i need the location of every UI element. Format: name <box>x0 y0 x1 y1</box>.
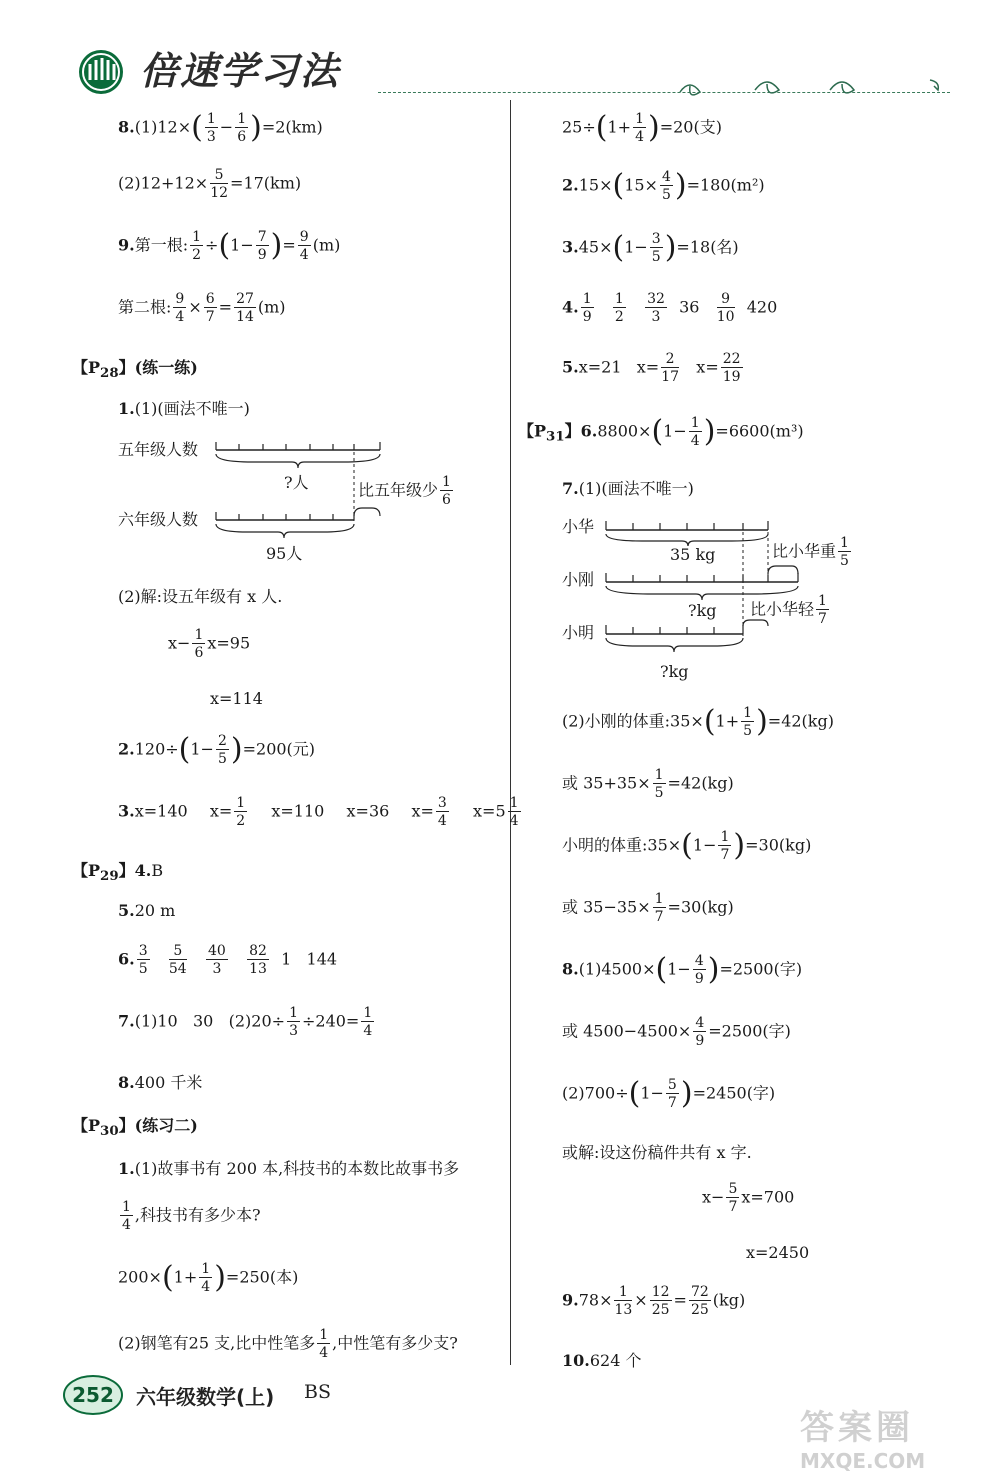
left-q9-2: 第二根: $\frac{9}{4}$ × $\frac{6}{7}$ = $\frac{27}{14}$ (m) <box>118 291 286 325</box>
right-r5: 5.x=21 x= $\frac{2}{17}$ x= $\frac{22}{19}$ <box>562 351 741 385</box>
right-r3: 3.45×(1− $\frac{3}{5}$ )=18(名) <box>562 230 739 265</box>
left-p28-q1-2: (2)解:设五年级有 x 人. <box>118 587 283 606</box>
right-r8-answer: x=2450 <box>746 1243 810 1262</box>
right-r9: 9.78× $\frac{1}{13}$ × $\frac{12}{25}$ = $\frac{72}{25}$ (kg) <box>562 1284 746 1318</box>
right-r8-eq: x− $\frac{5}{7}$ x=700 <box>702 1181 795 1215</box>
right-r7-2: (2)小刚的体重:35×(1+ $\frac{1}{5}$ )=42(kg) <box>562 704 834 739</box>
right-r7-3: 或 35+35× $\frac{1}{5}$ =42(kg) <box>562 767 734 801</box>
right-r7-4: 小明的体重:35×(1− $\frac{1}{7}$ )=30(kg) <box>562 828 812 863</box>
diagram1-label-grade6: 六年级人数 <box>118 510 199 529</box>
diagram2-unknown1-label: ?kg <box>688 601 717 620</box>
section-p31: 【$P_{31}$】6.8800×(1− $\frac{1}{4}$ )=6600(m³) <box>518 414 804 449</box>
right-r8-4: 或解:设这份稿件共有 x 字. <box>562 1143 752 1162</box>
right-r10: 10.624 个 <box>562 1351 642 1370</box>
header-swirl-ornament <box>660 70 960 100</box>
watermark-logo: 答案圈 MXQE.COM <box>800 1408 926 1473</box>
left-eq1: x− $\frac{1}{6}$ x=95 <box>168 627 251 661</box>
page-number: 252 <box>72 1383 114 1407</box>
right-r8-1: 8.(1)4500×(1− $\frac{4}{9}$ )=2500(字) <box>562 952 803 987</box>
left-p30-q1-text: 1.(1)故事书有 200 本,科技书的本数比故事书多 <box>118 1159 460 1178</box>
section-p28: 【$P_{28}$】(练一练) <box>72 358 198 382</box>
right-r8-2: 或 4500−4500× $\frac{4}{9}$ =2500(字) <box>562 1015 791 1049</box>
diagram2-label-xiaoming: 小明 <box>562 623 595 642</box>
left-p30-q1-eq: 200×(1+ $\frac{1}{4}$ )=250(本) <box>118 1260 299 1295</box>
right-r7-5: 或 35−35× $\frac{1}{7}$ =30(kg) <box>562 891 734 925</box>
diagram1-compare-label: 比五年级少 $\frac{1}{6}$ <box>358 474 451 508</box>
diagram1-label-grade5: 五年级人数 <box>118 440 199 459</box>
column-divider <box>510 100 511 1365</box>
left-p28-q1: 1.(1)(画法不唯一) <box>118 399 250 418</box>
left-eq1-answer: x=114 <box>210 689 263 708</box>
right-r1: 25÷(1+ $\frac{1}{4}$ )=20(支) <box>562 110 722 145</box>
footer-title: 六年级数学(上) <box>136 1385 275 1409</box>
diagram1-known-label: 95人 <box>266 544 303 563</box>
left-q2: 2.120÷(1− $\frac{2}{5}$ )=200(元) <box>118 732 316 767</box>
left-q9-1: 9.第一根: $\frac{1}{2}$ ÷(1− $\frac{7}{9}$ )= $\frac{9}{4}$ (m) <box>118 228 341 263</box>
left-p30-q1-2: (2)钢笔有25 支,比中性笔多 $\frac{1}{4}$ ,中性笔有多少支? <box>118 1327 458 1361</box>
diagram2-label-xiaohua: 小华 <box>562 517 595 536</box>
left-q8b: 8.400 千米 <box>118 1073 203 1092</box>
left-q8-2: (2)12+12× $\frac{5}{12}$ =17(km) <box>118 167 302 201</box>
left-q7: 7.(1)10 30 (2)20÷ $\frac{1}{3}$ ÷240= $\frac{1}{4}$ <box>118 1005 373 1039</box>
left-q8-1: 8.(1)12×( $\frac{1}{3}$ − $\frac{1}{6}$ )=2(km) <box>118 110 323 145</box>
diagram2-compare1-label: 比小华重 $\frac{1}{5}$ <box>772 535 849 569</box>
brand-title: 倍速学习法 <box>140 49 341 93</box>
left-q3: 3.x=140 x= $\frac{1}{2}$ x=110 x=36 x= $\frac{3}{4}$ x=5 $\frac{1}{4}$ <box>118 795 519 829</box>
diagram2-label-xiaogang: 小刚 <box>562 570 595 589</box>
page-number-badge <box>62 1374 124 1416</box>
section-p29: 【$P_{29}$】4.B <box>72 861 164 885</box>
right-r8-3: (2)700÷(1− $\frac{5}{7}$ )=2450(字) <box>562 1076 776 1111</box>
diagram2-unknown2-label: ?kg <box>660 662 689 681</box>
left-q5: 5.20 m <box>118 901 176 920</box>
section-p30: 【$P_{30}$】(练习二) <box>72 1116 198 1140</box>
left-p30-q1-text2: $\frac{1}{4}$ ,科技书有多少本? <box>122 1199 261 1233</box>
diagram1-unknown-label: ?人 <box>284 473 309 492</box>
brand-logo-icon <box>76 46 132 100</box>
footer-edition: BS <box>304 1381 331 1403</box>
right-r4: 4. $\frac{1}{9}$ $\frac{1}{2}$ $\frac{32}{3}$ 36 $\frac{9}{10}$ 420 <box>562 291 778 325</box>
left-q6: 6. $\frac{3}{5}$ $\frac{5}{54}$ $\frac{40}{3}$ $\frac{82}{13}$ 1 144 <box>118 943 338 977</box>
diagram2-known-label: 35 kg <box>670 545 716 564</box>
right-r2: 2.15×(15× $\frac{4}{5}$ )=180(m²) <box>562 168 765 203</box>
diagram2-compare2-label: 比小华轻 $\frac{1}{7}$ <box>750 593 827 627</box>
right-r7: 7.(1)(画法不唯一) <box>562 479 694 498</box>
